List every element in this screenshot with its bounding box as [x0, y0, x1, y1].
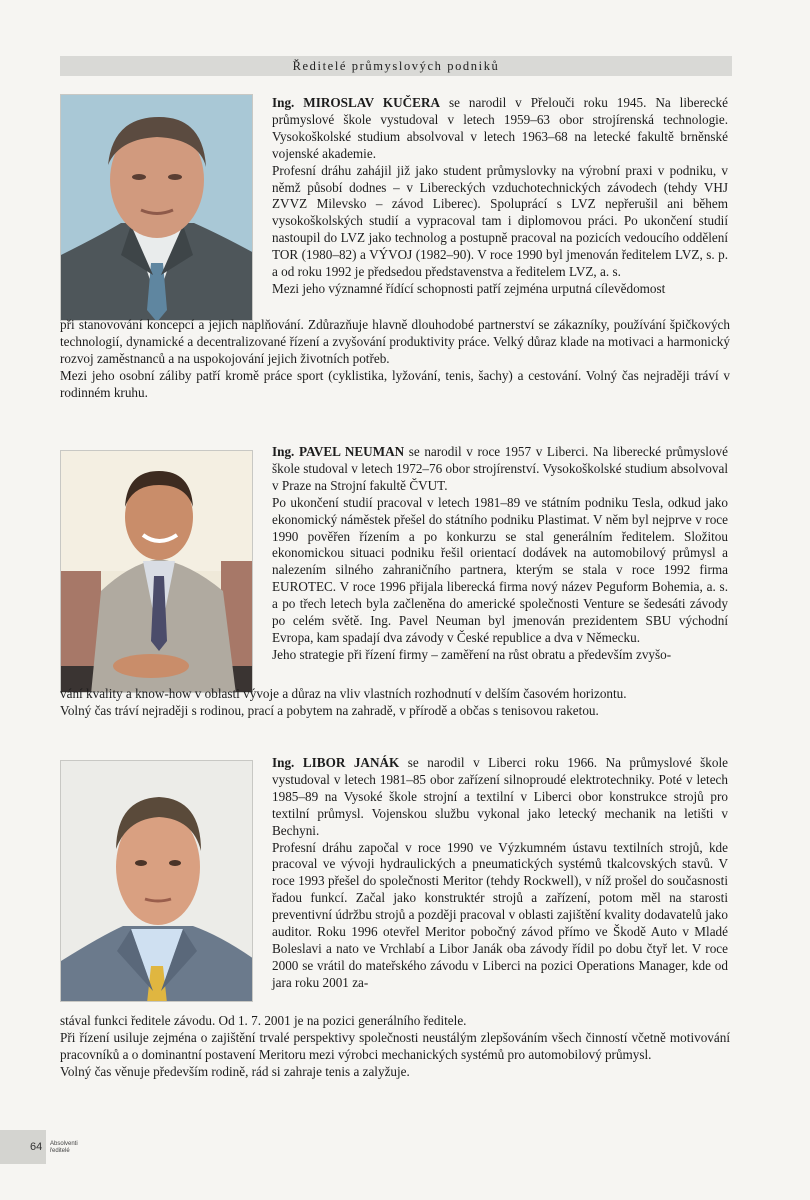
page-number-tab	[0, 1130, 46, 1164]
section-title: Ředitelé průmyslových podniků	[60, 56, 732, 76]
bio-paragraph: Profesní dráhu zahájil již jako student průmyslovky na výrobní praxi v podniku, v němž působí dodnes – v Libereckých vzduchotechnických závodech (tehdy VHJ ZVVZ Milevsko – závod Liberec). Spoluprácí s LVZ nepřerušil ani během vysokoškolských studií a vypracoval tam i diplomovou práci. Po ukončení studií nastoupil do LVZ jako technolog a postupně pracoval na pozicích vedoucího oddělení TOR (1980–82) a VÝVOJ (1982–90). V roce 1990 byl jmenován ředitelem LVZ, s. p. a od roku 1992 je předsedou představenstva a ředitelem LVZ, a. s.	[272, 162, 728, 280]
bio-paragraph: Jeho strategie při řízení firmy – zaměření na růst obratu a především zvyšo-	[272, 646, 672, 662]
bio-paragraph: Profesní dráhu započal v roce 1990 ve Výzkumném ústavu textilních strojů, kde pracoval ve vývoji hydraulických a pneumatických systémů tkalcovských stavů. V roce 1993 přešel do společnosti Meritor (tehdy Rockwell), v níž prošel do současnosti řadou funkcí. Začal jako konstruktér strojů a zařízení, potom měl na starosti preventivní údržbu strojů a později pracoval v oblasti zajištění kvality dodavatelů jako auditor. Roku 1996 otevřel Meritor pobočný závod přímo ve Škodě Auto v Mladé Boleslavi a nato ve Vrchlabí a Libor Janák oba závody řídil po dobu čtyř let. V roce 2000 se vrátil do mateřského závodu v Liberci na pozici Operations Manager, kde od jara roku 2001 za-	[272, 839, 728, 990]
bio-kucera-wide	[60, 317, 730, 402]
section-label-line: Absolventi	[50, 1141, 78, 1147]
bio-paragraph: Mezi jeho významné řídící schopnosti patří zejména urputná cílevědomost	[272, 280, 666, 296]
person-name: Ing. LIBOR JANÁK	[272, 755, 400, 770]
section-label-line: ředitelé	[50, 1148, 70, 1154]
bio-paragraph: vání kvality a know-how v oblasti vývoje a důraz na vliv vlastních rozhodnutí v delším časovém horizontu.	[60, 686, 627, 701]
portrait-photo-kucera	[60, 94, 253, 321]
bio-paragraph: stával funkci ředitele závodu. Od 1. 7. 2001 je na pozici generálního ředitele.	[60, 1013, 467, 1028]
bio-paragraph: se narodil v Přelouči roku 1945. Na liberecké průmyslové škole vystudoval v letech 1959–63 obor strojírenská technologie. Vysokoškolské studium absolvoval v letech 1963–68 na letecké fakultě brněnské vojenské akademie.	[272, 95, 729, 161]
bio-paragraph: Volný čas věnuje především rodině, rád si zahraje tenis a zalyžuje.	[60, 1063, 410, 1079]
bio-paragraph: při stanovování koncepcí a jejich naplňování. Zdůrazňuje hlavně dlouhodobé partnerství se zákazníky, používání špičkových technologií, dynamické a decentralizované řízení a zvyšování produktivity práce. Velký důraz klade na motivaci a harmonický rozvoj zaměstnanců a na uspokojování jejich životních potřeb.	[60, 317, 730, 366]
portrait-photo-neuman	[60, 450, 253, 693]
bio-paragraph: Po ukončení studií pracoval v letech 1981–89 ve státním podniku Tesla, odkud jako ekonomický náměstek přešel do státního podniku Plastimat. V něm byl nejprve v roce 1990 pověřen řízením a po konkurzu se stal generálním ředitelem. Složitou ekonomickou situaci podniku řešil orientací dodávek na automobilový průmysl a nalezením silného zahraničního partnera, kterým se stala v roce 1992 firma EUROTEC. V roce 1996 přijala liberecká firma nový název Peguform Bohemia, a. s. a po třech letech byla začleněna do americké společnosti Venture se šedesáti závody po celém světě. Ing. Pavel Neuman byl jmenován prezidentem SBU východní Evropa, kam spadají dva závody v České republice a dva v Německu.	[272, 494, 728, 645]
bio-janak	[272, 755, 728, 992]
bio-paragraph: se narodil v Liberci roku 1966. Na průmyslové škole vystudoval v letech 1981–85 obor zařízení silnoproudé elektrotechniky. Poté v letech 1985–89 na Vysoké škole strojní a textilní v Liberci obor konstrukce strojů pro textilní průmysl. Vojenskou službu vykonal jako letecký mechanik na letišti v Bechyni.	[272, 755, 728, 838]
bio-kucera	[272, 95, 728, 298]
person-name: Ing. PAVEL NEUMAN	[272, 444, 405, 459]
running-section-label	[50, 1141, 78, 1155]
person-name: Ing. MIROSLAV KUČERA	[272, 95, 440, 110]
bio-paragraph: Mezi jeho osobní záliby patří kromě práce sport (cyklistika, lyžování, tenis, šachy) a cestování. Volný čas nejraději tráví v rodinném kruhu.	[60, 367, 730, 400]
bio-neuman	[272, 444, 728, 664]
bio-paragraph: Při řízení usiluje zejména o zajištění trvalé perspektivy společnosti neustálým zlepšováním všech činností včetně motivování pracovníků a o dominantní postavení Meritoru mezi výrobci mechanických systémů pro automobilový průmysl.	[60, 1029, 730, 1062]
bio-neuman-wide	[60, 686, 730, 720]
bio-paragraph: se narodil v roce 1957 v Liberci. Na liberecké průmyslové škole studoval v letech 1972–76 obor strojírenství. Vysokoškolské studium absolvoval v Praze na Strojní fakultě ČVUT.	[272, 444, 729, 493]
bio-janak-wide	[60, 1013, 730, 1081]
page-number: 64	[30, 1141, 43, 1153]
portrait-photo-janak	[60, 760, 253, 1002]
bio-paragraph: Volný čas tráví nejraději s rodinou, prací a pobytem na zahradě, v přírodě a občas s tenisovou raketou.	[60, 702, 599, 718]
